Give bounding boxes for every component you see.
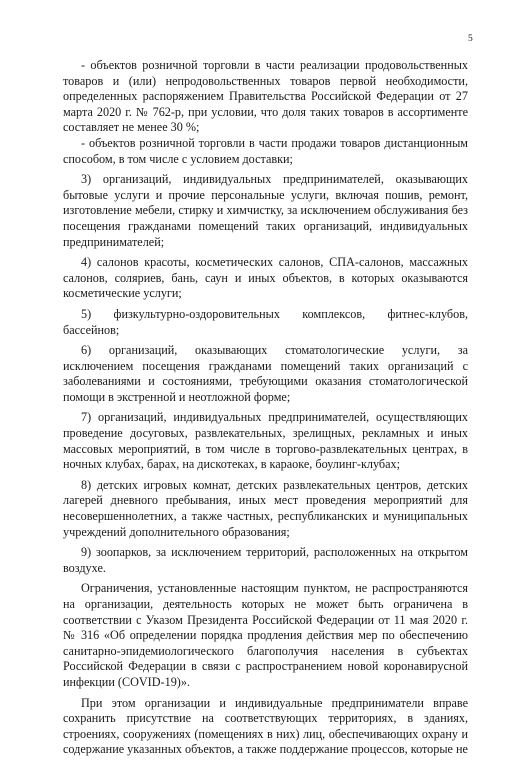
paragraph-item-8: 8) детских игровых комнат, детских развлекательных центров, детских лагерей дневного пребывания, иных мест проведения мероприятий для несовершеннолетних, а также частных, республиканских и муниципальных учреждений дополнительного образования; xyxy=(63,477,468,539)
paragraph-item-7: 7) организаций, индивидуальных предпринимателей, осуществляющих проведение досуговых, развлекательных, зрелищных, рекламных и иных массовых мероприятий, в том числе в торгово-развлекательных центрах, в ночных клубах, барах, на дискотеках, в караоке, боулинг-клубах; xyxy=(63,410,468,472)
paragraph-retail-essential-goods: - объектов розничной торговли в части реализации продовольственных товаров и (или) непродовольственных товаров первой необходимости, определенных распоряжением Правительства Российской Федерации от 27 марта 2020 г. № 762-р, при условии, что доля таких товаров в ассортименте составляет не менее 30 %; xyxy=(63,58,468,135)
paragraph-item-4: 4) салонов красоты, косметических салонов, СПА-салонов, массажных салонов, соляриев, бань, саун и иных объектов, в которых оказываются косметические услуги; xyxy=(63,255,468,301)
paragraph-item-3: 3) организаций, индивидуальных предпринимателей, оказывающих бытовые услуги и прочие персональные услуги, включая пошив, ремонт, изготовление мебели, стирку и химчистку, за исключением обслуживания без посещения гражданами помещений таких организаций, индивидуальных предпринимателей; xyxy=(63,172,468,249)
paragraph-item-9: 9) зоопарков, за исключением территорий, расположенных на открытом воздухе. xyxy=(63,545,468,575)
page-number: 5 xyxy=(468,34,473,44)
paragraph-restrictions-exception: Ограничения, установленные настоящим пунктом, не распространяются на организации, деятельность которых не может быть ограничена в соответствии с Указом Президента Российской Федерации от 11 мая 2020 г. № 316 «Об определении порядка продления действия мер по обеспечению санитарно-эпидемиологического благополучия населения в субъектах Российской Федерации в связи с распространением новой коронавирусной инфекции (COVID-19)». xyxy=(63,581,468,689)
paragraph-item-6: 6) организаций, оказывающих стоматологические услуги, за исключением посещения гражданами помещений таких организаций с заболеваниями и состояниями, требующими оказания стоматологической помощи в экстренной и неотложной форме; xyxy=(63,343,468,404)
paragraph-presence-allowed: При этом организации и индивидуальные предприниматели вправе сохранить присутствие на соответствующих территориях, в зданиях, строениях, сооружениях (помещениях в них) лиц, обеспечивающих охрану и содержание указанных объектов, а также поддержание процессов, которые не xyxy=(63,695,468,757)
paragraph-item-5: 5) физкультурно-оздоровительных комплексов, фитнес-клубов, бассейнов; xyxy=(63,306,468,337)
paragraph-retail-remote-sales: - объектов розничной торговли в части продажи товаров дистанционным способом, в том числе с условием доставки; xyxy=(63,135,468,166)
